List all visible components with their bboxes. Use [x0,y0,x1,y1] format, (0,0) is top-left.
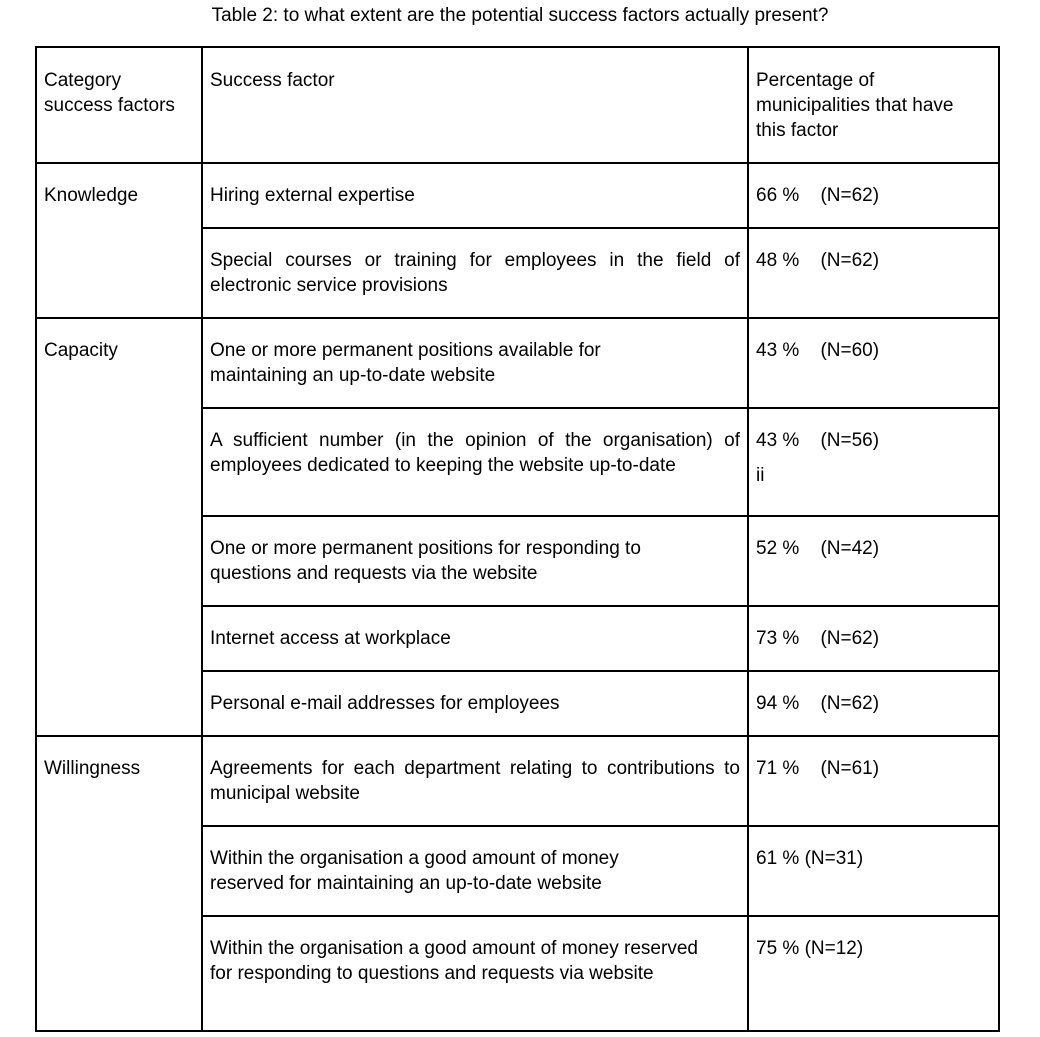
sample-size: (N=61) [820,758,880,779]
factor-cell: Within the organisation a good amount of money reserved for maintaining an up-to-date website [202,826,748,916]
percentage-value: 61 % [756,848,800,869]
header-success-factor: Success factor [202,47,748,163]
sample-size: (N=62) [820,628,880,649]
table-header-row [36,47,999,163]
factor-cell: A sufficient number (in the opinion of the organisation) of employees dedicated to keeping the website up-to-date [202,408,748,516]
percentage-cell [748,916,999,1031]
percentage-cell [748,606,999,671]
footnote-marker: ii [756,465,765,486]
header-percentage: Percentage of municipalities that have this factor [748,47,999,163]
category-willingness: Willingness [36,736,202,1031]
percentage-value: 73 % [756,628,800,649]
percentage-value: 48 % [756,250,800,271]
table-row [36,736,999,826]
percentage-cell [748,228,999,318]
percentage-value: 52 % [756,538,800,559]
factor-cell: Agreements for each department relating to contributions to municipal website [202,736,748,826]
percentage-value: 66 % [756,185,800,206]
factor-cell: One or more permanent positions available for maintaining an up-to-date website [202,318,748,408]
percentage-cell [748,318,999,408]
percentage-cell [748,671,999,736]
table-row [36,163,999,228]
factor-cell: Personal e-mail addresses for employees [202,671,748,736]
success-factors-table [35,46,1000,1032]
sample-size: (N=56) [820,430,880,451]
percentage-cell [748,408,999,516]
category-knowledge: Knowledge [36,163,202,318]
factor-cell: Hiring external expertise [202,163,748,228]
percentage-value: 43 % [756,430,800,451]
sample-size: (N=62) [820,250,880,271]
factor-cell: Within the organisation a good amount of money reserved for responding to questions and requests via website [202,916,748,1031]
table-row [36,318,999,408]
sample-size: (N=62) [820,185,880,206]
category-capacity: Capacity [36,318,202,736]
percentage-value: 75 % [756,938,800,959]
sample-size: (N=31) [804,848,864,869]
factor-cell: Internet access at workplace [202,606,748,671]
percentage-cell [748,826,999,916]
sample-size: (N=42) [820,538,880,559]
percentage-value: 94 % [756,693,800,714]
factor-cell: One or more permanent positions for responding to questions and requests via the website [202,516,748,606]
percentage-cell [748,736,999,826]
factor-cell: Special courses or training for employees in the field of electronic service provisions [202,228,748,318]
sample-size: (N=12) [804,938,864,959]
percentage-cell [748,516,999,606]
sample-size: (N=60) [820,340,880,361]
percentage-cell [748,163,999,228]
percentage-value: 43 % [756,340,800,361]
sample-size: (N=62) [820,693,880,714]
percentage-value: 71 % [756,758,800,779]
table-caption: Table 2: to what extent are the potential success factors actually present? [211,5,829,26]
header-category: Category success factors [36,47,202,163]
